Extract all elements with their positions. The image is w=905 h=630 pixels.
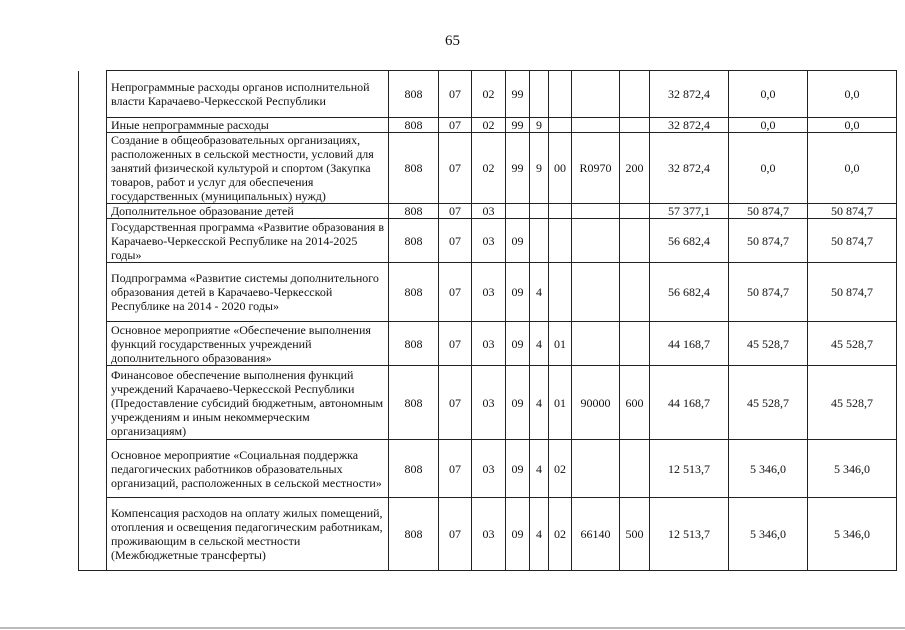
cell-pr: 03: [472, 219, 506, 263]
row-margin-cell: [79, 440, 107, 498]
cell-p4: [572, 204, 620, 219]
cell-rz: 07: [439, 366, 472, 440]
cell-name: Иные непрограммные расходы: [107, 118, 389, 133]
cell-name: Дополнительное образование детей: [107, 204, 389, 219]
cell-rz: 07: [439, 440, 472, 498]
cell-v1: 56 682,4: [650, 219, 729, 263]
cell-vr: [620, 440, 650, 498]
cell-p4: [572, 71, 620, 118]
cell-p4: [572, 263, 620, 322]
cell-p3: [549, 204, 572, 219]
cell-p2: [530, 204, 549, 219]
cell-v2: 5 346,0: [729, 440, 808, 498]
cell-name: Государственная программа «Развитие образования в Карачаево-Черкесской Республике на 2014-2025 годы»: [107, 219, 389, 263]
cell-ved: 808: [389, 322, 439, 366]
cell-ved: 808: [389, 204, 439, 219]
cell-vr: [620, 118, 650, 133]
cell-rz: 07: [439, 71, 472, 118]
cell-name: Создание в общеобразовательных организациях, расположенных в сельской местности, условий для занятий физической культурой и спортом (Закупка товаров, работ и услуг для обеспечения государственных (муниципальных) нужд): [107, 133, 389, 204]
cell-p4: [572, 440, 620, 498]
cell-v2: 45 528,7: [729, 322, 808, 366]
cell-p4: [572, 118, 620, 133]
cell-v1: 12 513,7: [650, 498, 729, 571]
page-number: 65: [445, 33, 460, 49]
page-bottom-edge: [0, 627, 905, 629]
cell-rz: 07: [439, 498, 472, 571]
cell-ved: 808: [389, 263, 439, 322]
cell-p3: 01: [549, 322, 572, 366]
cell-rz: 07: [439, 118, 472, 133]
cell-v3: 0,0: [808, 133, 897, 204]
cell-ved: 808: [389, 219, 439, 263]
cell-p1: [506, 204, 530, 219]
row-margin-cell: [79, 219, 107, 263]
cell-p1: 09: [506, 322, 530, 366]
cell-p2: 4: [530, 498, 549, 571]
row-margin-cell: [79, 322, 107, 366]
cell-v2: 50 874,7: [729, 219, 808, 263]
cell-v1: 32 872,4: [650, 133, 729, 204]
cell-p3: 01: [549, 366, 572, 440]
cell-p2: 4: [530, 366, 549, 440]
cell-v3: 50 874,7: [808, 263, 897, 322]
cell-rz: 07: [439, 263, 472, 322]
cell-p3: 02: [549, 440, 572, 498]
cell-p4: [572, 322, 620, 366]
cell-name: Подпрограмма «Развитие системы дополнительного образования детей в Карачаево-Черкесской Республике на 2014 - 2020 годы»: [107, 263, 389, 322]
cell-rz: 07: [439, 204, 472, 219]
cell-pr: 02: [472, 118, 506, 133]
cell-rz: 07: [439, 133, 472, 204]
cell-pr: 03: [472, 366, 506, 440]
cell-vr: [620, 263, 650, 322]
cell-p4: 66140: [572, 498, 620, 571]
cell-p1: 09: [506, 263, 530, 322]
cell-v3: 45 528,7: [808, 366, 897, 440]
cell-p4: R0970: [572, 133, 620, 204]
table-row: [79, 366, 897, 440]
cell-v1: 32 872,4: [650, 71, 729, 118]
row-margin-cell: [79, 71, 107, 118]
cell-p4: [572, 219, 620, 263]
cell-vr: 200: [620, 133, 650, 204]
cell-rz: 07: [439, 322, 472, 366]
cell-p3: [549, 71, 572, 118]
cell-v2: 5 346,0: [729, 498, 808, 571]
cell-p3: 00: [549, 133, 572, 204]
cell-ved: 808: [389, 118, 439, 133]
cell-name: Непрограммные расходы органов исполнительной власти Карачаево-Черкесской Республики: [107, 71, 389, 118]
cell-v3: 50 874,7: [808, 219, 897, 263]
cell-p2: 4: [530, 322, 549, 366]
cell-ved: 808: [389, 71, 439, 118]
cell-v3: 5 346,0: [808, 440, 897, 498]
cell-v1: 44 168,7: [650, 322, 729, 366]
cell-p3: [549, 219, 572, 263]
cell-v3: 50 874,7: [808, 204, 897, 219]
table-row: [79, 71, 897, 118]
cell-pr: 03: [472, 322, 506, 366]
cell-pr: 03: [472, 204, 506, 219]
cell-p1: 99: [506, 118, 530, 133]
cell-p3: [549, 263, 572, 322]
cell-p1: 09: [506, 219, 530, 263]
table-row: [79, 133, 897, 204]
cell-p2: 9: [530, 133, 549, 204]
cell-name: Финансовое обеспечение выполнения функций учреждений Карачаево-Черкесской Республики (Предоставление субсидий бюджетным, автономным учреждениям и иным некоммерческим организациям): [107, 366, 389, 440]
cell-p1: 99: [506, 71, 530, 118]
cell-p1: 09: [506, 440, 530, 498]
cell-pr: 03: [472, 498, 506, 571]
cell-p2: 9: [530, 118, 549, 133]
cell-vr: [620, 71, 650, 118]
cell-v2: 0,0: [729, 71, 808, 118]
cell-v2: 0,0: [729, 133, 808, 204]
cell-v1: 12 513,7: [650, 440, 729, 498]
cell-ved: 808: [389, 498, 439, 571]
cell-v2: 50 874,7: [729, 204, 808, 219]
cell-v2: 50 874,7: [729, 263, 808, 322]
table-row: [79, 118, 897, 133]
cell-p3: 02: [549, 498, 572, 571]
cell-pr: 03: [472, 440, 506, 498]
cell-pr: 03: [472, 263, 506, 322]
cell-p2: 4: [530, 440, 549, 498]
cell-v3: 0,0: [808, 118, 897, 133]
row-margin-cell: [79, 263, 107, 322]
table-row: [79, 204, 897, 219]
cell-vr: 600: [620, 366, 650, 440]
cell-v1: 56 682,4: [650, 263, 729, 322]
cell-name: Основное мероприятие «Социальная поддержка педагогических работников образовательных организаций, расположенных в сельской местности»: [107, 440, 389, 498]
cell-p1: 09: [506, 366, 530, 440]
cell-v3: 0,0: [808, 71, 897, 118]
cell-v1: 32 872,4: [650, 118, 729, 133]
row-margin-cell: [79, 118, 107, 133]
row-margin-cell: [79, 366, 107, 440]
budget-table: [78, 70, 897, 571]
cell-p3: [549, 118, 572, 133]
cell-p2: 4: [530, 263, 549, 322]
cell-v1: 44 168,7: [650, 366, 729, 440]
table-row: [79, 498, 897, 571]
cell-pr: 02: [472, 71, 506, 118]
cell-ved: 808: [389, 440, 439, 498]
cell-p1: 99: [506, 133, 530, 204]
cell-vr: [620, 219, 650, 263]
cell-v3: 45 528,7: [808, 322, 897, 366]
cell-v2: 45 528,7: [729, 366, 808, 440]
row-margin-cell: [79, 498, 107, 571]
table-row: [79, 322, 897, 366]
row-margin-cell: [79, 204, 107, 219]
table-row: [79, 219, 897, 263]
cell-p2: [530, 71, 549, 118]
table-row: [79, 263, 897, 322]
cell-ved: 808: [389, 366, 439, 440]
cell-ved: 808: [389, 133, 439, 204]
cell-v1: 57 377,1: [650, 204, 729, 219]
cell-v2: 0,0: [729, 118, 808, 133]
cell-vr: [620, 204, 650, 219]
cell-rz: 07: [439, 219, 472, 263]
cell-pr: 02: [472, 133, 506, 204]
cell-vr: 500: [620, 498, 650, 571]
table-row: [79, 440, 897, 498]
cell-p1: 09: [506, 498, 530, 571]
cell-name: Основное мероприятие «Обеспечение выполнения функций государственных учреждений дополнительного образования»: [107, 322, 389, 366]
cell-p4: 90000: [572, 366, 620, 440]
cell-vr: [620, 322, 650, 366]
cell-name: Компенсация расходов на оплату жилых помещений, отопления и освещения педагогическим работникам, проживающим в сельской местности (Межбюджетные трансферты): [107, 498, 389, 571]
cell-v3: 5 346,0: [808, 498, 897, 571]
row-margin-cell: [79, 133, 107, 204]
cell-p2: [530, 219, 549, 263]
